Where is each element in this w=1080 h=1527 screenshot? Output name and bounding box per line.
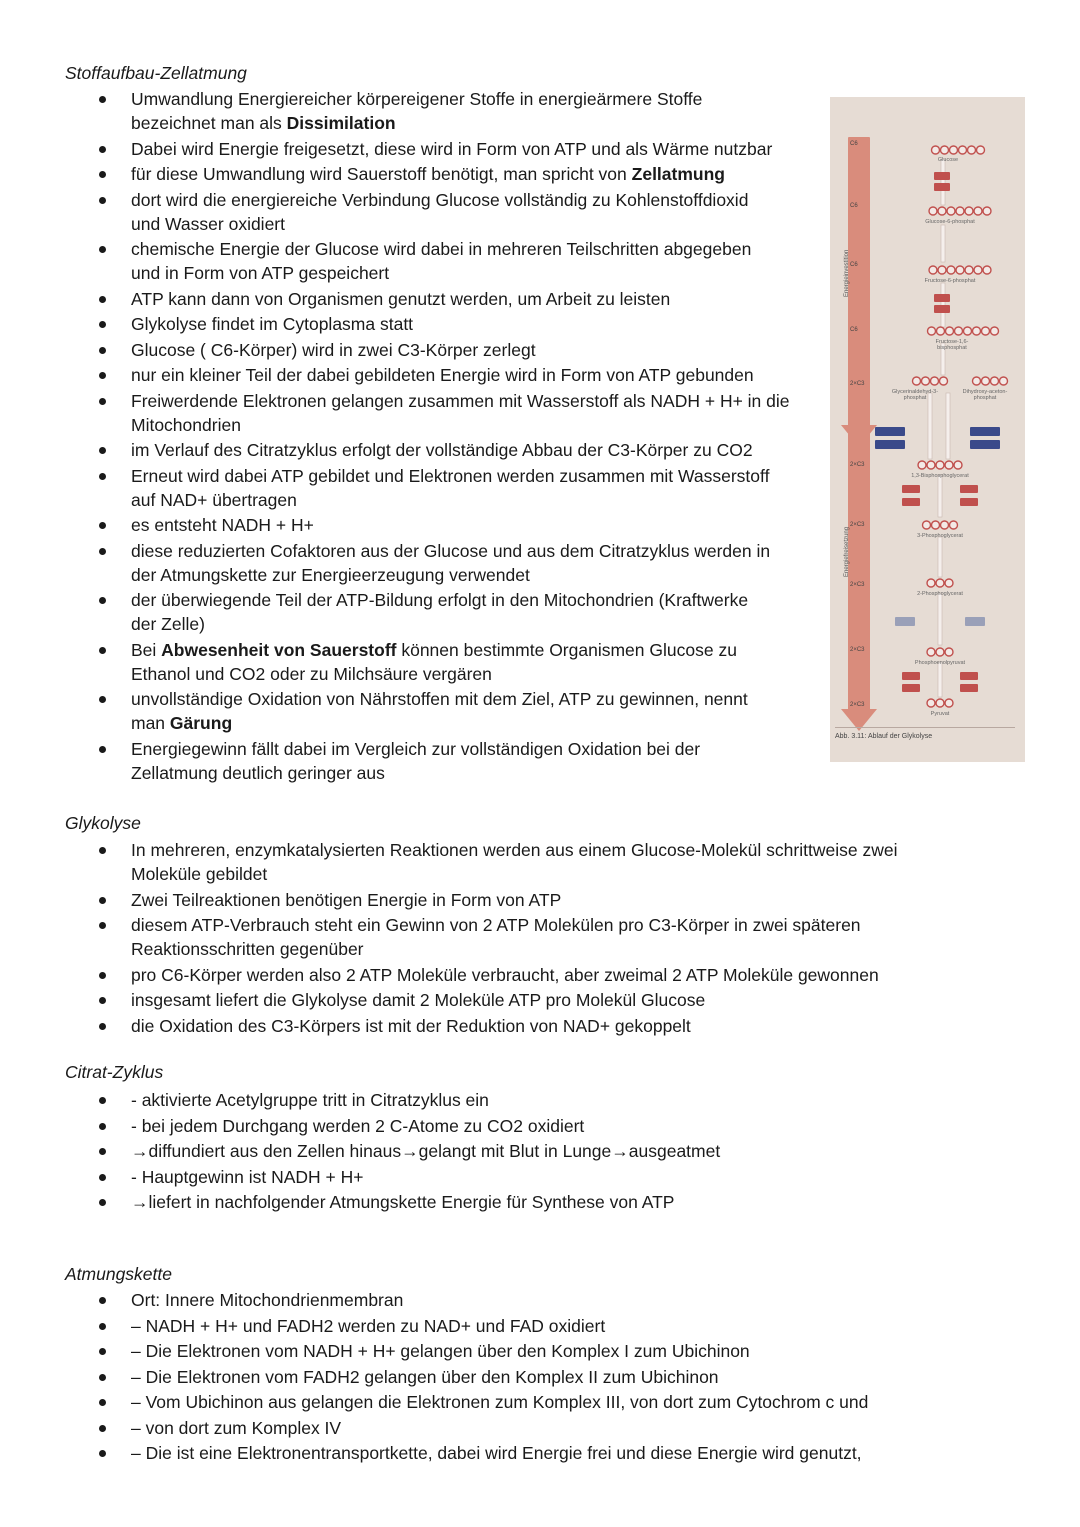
list-item-line: – Vom Ubichinon aus gelangen die Elektronen zum Komplex III, von dort zum Cytochrom c und xyxy=(131,1392,869,1412)
list-item xyxy=(0,888,897,912)
list-item-line: auf NAD+ übertragen xyxy=(131,489,297,510)
list-item xyxy=(0,87,790,135)
fructose-6-phosphate-molecule xyxy=(929,266,991,274)
carbon-atom xyxy=(936,648,944,656)
carbon-atom xyxy=(974,207,982,215)
list-item xyxy=(0,638,790,686)
energy-release-label: Energiefreisetzung xyxy=(844,526,850,577)
list-item xyxy=(0,963,897,987)
adp-box xyxy=(902,672,920,680)
stage-label: 2×C3 xyxy=(850,381,865,387)
adp-box xyxy=(934,183,950,191)
carbon-atom xyxy=(937,327,945,335)
gap-molecule xyxy=(913,377,948,385)
list-item-line: →liefert in nachfolgender Atmungskette Energie für Synthese von ATP xyxy=(131,1192,675,1212)
carbon-atom xyxy=(929,266,937,274)
list-item xyxy=(0,687,790,735)
carbon-atom xyxy=(938,207,946,215)
list-item-line: für diese Umwandlung wird Sauerstoff benötigt, man spricht von Zellatmung xyxy=(131,164,725,184)
list-item xyxy=(0,287,790,311)
atp-box xyxy=(934,294,950,302)
carbon-atom xyxy=(927,579,935,587)
dhap-molecule xyxy=(973,377,1008,385)
carbon-atom xyxy=(936,699,944,707)
phosphoglycerate-2-molecule xyxy=(927,579,953,587)
list-item xyxy=(0,438,790,462)
list-item-line: insgesamt liefert die Glykolyse damit 2 Moleküle ATP pro Molekül Glucose xyxy=(131,990,706,1010)
glucose-6-phosphate-molecule xyxy=(929,207,991,215)
section-glykolyse-title: Glykolyse xyxy=(65,813,141,833)
list-item xyxy=(0,1088,720,1112)
molecule-label: Fructose-6-phosphat xyxy=(924,278,976,284)
stage-label: 2×C3 xyxy=(850,462,865,468)
carbon-atom xyxy=(927,461,935,469)
atp-box xyxy=(934,172,950,180)
list-item-line: – NADH + H+ und FADH2 werden zu NAD+ und FAD oxidiert xyxy=(131,1315,606,1336)
list-item xyxy=(0,588,790,636)
atp-box xyxy=(902,498,920,506)
list-item-line: nur ein kleiner Teil der dabei gebildeten Energie wird in Form von ATP gebunden xyxy=(131,365,754,385)
list-item xyxy=(0,1416,868,1440)
list-item-line: - bei jedem Durchgang werden 2 C-Atome zu CO2 oxidiert xyxy=(131,1115,585,1136)
carbon-atom xyxy=(983,266,991,274)
carbon-atom xyxy=(968,146,976,154)
glycolysis-figure xyxy=(830,97,1025,762)
section-citratzyklus-title: Citrat-Zyklus xyxy=(65,1062,164,1082)
list-item-line: diese reduzierten Cofaktoren aus der Glucose und aus dem Citratzyklus werden in xyxy=(131,540,771,561)
nadh-box xyxy=(875,440,905,449)
carbon-atom xyxy=(959,146,967,154)
list-item-line: – Die Elektronen vom NADH + H+ gelangen über den Komplex I zum Ubichinon xyxy=(131,1341,750,1361)
fructose-bisphosphate-molecule xyxy=(928,327,999,335)
carbon-atom xyxy=(936,461,944,469)
carbon-atom xyxy=(956,207,964,215)
carbon-atom xyxy=(965,266,973,274)
list-item xyxy=(0,338,790,362)
list-item-line: pro C6-Körper werden also 2 ATP Moleküle verbraucht, aber zweimal 2 ATP Moleküle gewonnen xyxy=(131,964,879,985)
list-item xyxy=(0,1014,897,1038)
list-item-line: Ethanol und CO2 oder zu Milchsäure vergären xyxy=(131,663,492,684)
carbon-atom xyxy=(941,521,949,529)
list-item xyxy=(0,1165,720,1189)
section-glykolyse-list xyxy=(0,838,897,1039)
stage-label: C6 xyxy=(850,141,858,147)
bisphosphoglycerate-molecule xyxy=(918,461,962,469)
carbon-atom xyxy=(965,207,973,215)
bold-term: Zellatmung xyxy=(631,164,725,184)
list-item xyxy=(0,1365,868,1389)
list-item-line: - aktivierte Acetylgruppe tritt in Citratzyklus ein xyxy=(131,1090,489,1110)
list-item-line: diesem ATP-Verbrauch steht ein Gewinn von 2 ATP Molekülen pro C3-Körper in zwei späteren xyxy=(131,915,861,935)
list-item-line: Glykolyse findet im Cytoplasma statt xyxy=(131,314,414,334)
list-item-line: der Zelle) xyxy=(131,614,205,634)
molecule-label: 1,3-Bisphosphoglycerat xyxy=(911,473,969,479)
list-item-line: unvollständige Oxidation von Nährstoffen mit dem Ziel, ATP zu gewinnen, nennt xyxy=(131,689,748,709)
list-item-line: Dabei wird Energie freigesetzt, diese wird in Form von ATP und als Wärme nutzbar xyxy=(131,138,773,159)
carbon-atom xyxy=(946,327,954,335)
nad-box xyxy=(875,427,905,436)
carbon-atom xyxy=(928,327,936,335)
stage-label: 2×C3 xyxy=(850,647,865,653)
list-item-line: →diffundiert aus den Zellen hinaus→gelangt mit Blut in Lunge→ausgeatmet xyxy=(131,1141,721,1161)
carbon-atom xyxy=(940,377,948,385)
list-item-line: – von dort zum Komplex IV xyxy=(131,1417,342,1438)
list-item-line: Glucose ( C6-Körper) wird in zwei C3-Körper zerlegt xyxy=(131,339,536,360)
carbon-atom xyxy=(982,377,990,385)
list-item xyxy=(0,1390,868,1414)
carbon-atom xyxy=(983,207,991,215)
list-item xyxy=(0,1288,868,1312)
list-item xyxy=(0,312,790,336)
list-item-line: Zellatmung deutlich geringer aus xyxy=(131,762,385,783)
reaction-arrow xyxy=(946,393,950,459)
atp-box xyxy=(960,684,978,692)
molecule-label: Glycerinaldehyd-3-phosphat xyxy=(891,389,939,401)
list-item-line: bezeichnet man als Dissimilation xyxy=(131,113,396,133)
list-item-line: und in Form von ATP gespeichert xyxy=(131,263,390,283)
atp-box xyxy=(960,498,978,506)
list-item xyxy=(0,464,790,512)
list-item-line: Umwandlung Energiereicher körpereigener Stoffe in energieärmere Stoffe xyxy=(131,89,703,109)
list-item xyxy=(0,389,790,437)
molecule-label: 2-Phosphoglycerat xyxy=(917,591,963,597)
list-item-line: Ort: Innere Mitochondrienmembran xyxy=(131,1290,404,1310)
list-item xyxy=(0,137,790,161)
carbon-atom xyxy=(927,648,935,656)
carbon-atom xyxy=(977,146,985,154)
reaction-arrow xyxy=(938,593,942,645)
section-stoffaufbau-title: Stoffaufbau-Zellatmung xyxy=(65,63,247,83)
nad-box xyxy=(970,427,1000,436)
carbon-atom xyxy=(982,327,990,335)
list-item xyxy=(0,1139,720,1163)
carbon-atom xyxy=(927,699,935,707)
list-item xyxy=(0,1190,720,1214)
caption-rule xyxy=(835,727,1015,728)
phosphoenolpyruvate-molecule xyxy=(927,648,953,656)
carbon-atom xyxy=(932,521,940,529)
carbon-atom xyxy=(950,521,958,529)
carbon-atom xyxy=(913,377,921,385)
reaction-arrow xyxy=(938,537,942,577)
section-atmungskette-list xyxy=(0,1288,868,1467)
carbon-atom xyxy=(931,377,939,385)
list-item-line: chemische Energie der Glucose wird dabei in mehreren Teilschritten abgegeben xyxy=(131,239,752,259)
list-item-line: Bei Abwesenheit von Sauerstoff können bestimmte Organismen Glucose zu xyxy=(131,639,737,660)
bold-term: Dissimilation xyxy=(286,113,396,133)
phosphoglycerate-3-molecule xyxy=(923,521,958,529)
stage-label: 2×C3 xyxy=(850,702,865,708)
nadh-box xyxy=(970,440,1000,449)
list-item-line: Moleküle gebildet xyxy=(131,864,268,884)
list-item-line: der überwiegende Teil der ATP-Bildung erfolgt in den Mitochondrien (Kraftwerke xyxy=(131,590,749,610)
carbon-atom xyxy=(918,461,926,469)
adp-box xyxy=(902,485,920,493)
carbon-atom xyxy=(945,461,953,469)
adp-box xyxy=(960,485,978,493)
list-item-line: – Die Elektronen vom FADH2 gelangen über den Komplex II zum Ubichinon xyxy=(131,1366,719,1387)
carbon-atom xyxy=(964,327,972,335)
list-item xyxy=(0,237,790,285)
list-item-line: man Gärung xyxy=(131,713,233,733)
molecule-label: Pyruvat xyxy=(930,711,950,717)
glucose-molecule xyxy=(932,146,985,154)
carbon-atom xyxy=(947,266,955,274)
carbon-atom xyxy=(1000,377,1008,385)
stage-label: 2×C3 xyxy=(850,522,865,528)
glycolysis-pathway xyxy=(830,97,1025,727)
carbon-atom xyxy=(923,521,931,529)
h2o-box xyxy=(965,617,985,626)
list-item xyxy=(0,1314,868,1338)
h2o-box xyxy=(895,617,915,626)
molecule-label: Phosphoenolpyruvat xyxy=(914,660,966,666)
carbon-atom xyxy=(938,266,946,274)
stage-label: C6 xyxy=(850,203,858,209)
reaction-arrow xyxy=(938,475,942,517)
molecule-label: Dihydroxy-aceton-phosphat xyxy=(962,389,1008,401)
list-item-line: es entsteht NADH + H+ xyxy=(131,515,314,535)
carbon-atom xyxy=(929,207,937,215)
list-item-line: - Hauptgewinn ist NADH + H+ xyxy=(131,1166,364,1187)
reaction-arrow xyxy=(941,225,945,262)
bold-term: Abwesenheit von Sauerstoff xyxy=(161,639,397,660)
list-item-line: Erneut wird dabei ATP gebildet und Elektronen werden zusammen mit Wasserstoff xyxy=(131,465,770,486)
carbon-atom xyxy=(922,377,930,385)
carbon-atom xyxy=(947,207,955,215)
stage-label: 2×C3 xyxy=(850,582,865,588)
carbon-atom xyxy=(945,579,953,587)
carbon-atom xyxy=(941,146,949,154)
list-item xyxy=(0,1339,868,1363)
section-atmungskette-title: Atmungskette xyxy=(65,1264,172,1284)
list-item-line: Energiegewinn fällt dabei im Vergleich zur vollständigen Oxidation bei der xyxy=(131,738,701,759)
list-item xyxy=(0,1114,720,1138)
list-item xyxy=(0,188,790,236)
list-item-line: im Verlauf des Citratzyklus erfolgt der vollständige Abbau der C3-Körper zu CO2 xyxy=(131,440,753,460)
energy-investment-label: Energieinvestition xyxy=(844,249,850,297)
pyruvate-molecule xyxy=(927,699,953,707)
list-item-line: dort wird die energiereiche Verbindung Glucose vollständig zu Kohlenstoffdioxid xyxy=(131,189,749,210)
bold-term: Gärung xyxy=(169,713,233,733)
atp-box xyxy=(902,684,920,692)
carbon-atom xyxy=(956,266,964,274)
list-item xyxy=(0,737,790,785)
list-item-line: Zwei Teilreaktionen benötigen Energie in Form von ATP xyxy=(131,889,562,910)
list-item xyxy=(0,539,790,587)
list-item xyxy=(0,838,897,886)
carbon-atom xyxy=(954,461,962,469)
list-item xyxy=(0,363,790,387)
carbon-atom xyxy=(991,327,999,335)
reaction-arrow xyxy=(928,393,932,459)
carbon-atom xyxy=(945,648,953,656)
adp-box xyxy=(960,672,978,680)
list-item-line: Reaktionsschritten gegenüber xyxy=(131,939,364,959)
reaction-arrow xyxy=(938,662,942,697)
carbon-atom xyxy=(950,146,958,154)
carbon-atom xyxy=(945,699,953,707)
list-item-line: – Die ist eine Elektronentransportkette, dabei wird Energie frei und diese Energie wird genutzt, xyxy=(131,1443,862,1463)
list-item-line: In mehreren, enzymkatalysierten Reaktionen werden aus einem Glucose-Molekül schrittweise zwei xyxy=(131,840,898,860)
figure-caption: Abb. 3.11: Ablauf der Glykolyse xyxy=(835,733,933,740)
list-item xyxy=(0,513,790,537)
carbon-atom xyxy=(973,377,981,385)
molecule-label: Fructose-1,6-bisphosphat xyxy=(935,339,969,351)
list-item-line: Mitochondrien xyxy=(131,414,241,435)
carbon-atom xyxy=(973,327,981,335)
adp-box xyxy=(934,305,950,313)
list-item-line: die Oxidation des C3-Körpers ist mit der Reduktion von NAD+ gekoppelt xyxy=(131,1015,691,1036)
list-item xyxy=(0,162,790,186)
list-item-line: ATP kann dann von Organismen genutzt werden, um Arbeit zu leisten xyxy=(131,288,671,309)
list-item xyxy=(0,988,897,1012)
carbon-atom xyxy=(974,266,982,274)
list-item xyxy=(0,913,897,961)
section-stoffaufbau-list xyxy=(0,87,790,786)
list-item xyxy=(0,1441,868,1465)
carbon-atom xyxy=(936,579,944,587)
molecule-label: Glucose xyxy=(937,157,959,163)
carbon-atom xyxy=(932,146,940,154)
stage-label: C6 xyxy=(850,262,858,268)
stage-label: C6 xyxy=(850,327,858,333)
list-item-line: Freiwerdende Elektronen gelangen zusammen mit Wasserstoff als NADH + H+ in die xyxy=(131,390,790,411)
carbon-atom xyxy=(991,377,999,385)
list-item-line: und Wasser oxidiert xyxy=(131,213,285,234)
molecule-label: 3-Phosphoglycerat xyxy=(917,533,963,539)
reaction-arrow xyxy=(941,159,945,205)
carbon-atom xyxy=(955,327,963,335)
section-citratzyklus-list xyxy=(0,1088,720,1216)
list-item-line: der Atmungskette zur Energieerzeugung verwendet xyxy=(131,564,530,585)
molecule-label: Glucose-6-phosphat xyxy=(925,219,975,225)
